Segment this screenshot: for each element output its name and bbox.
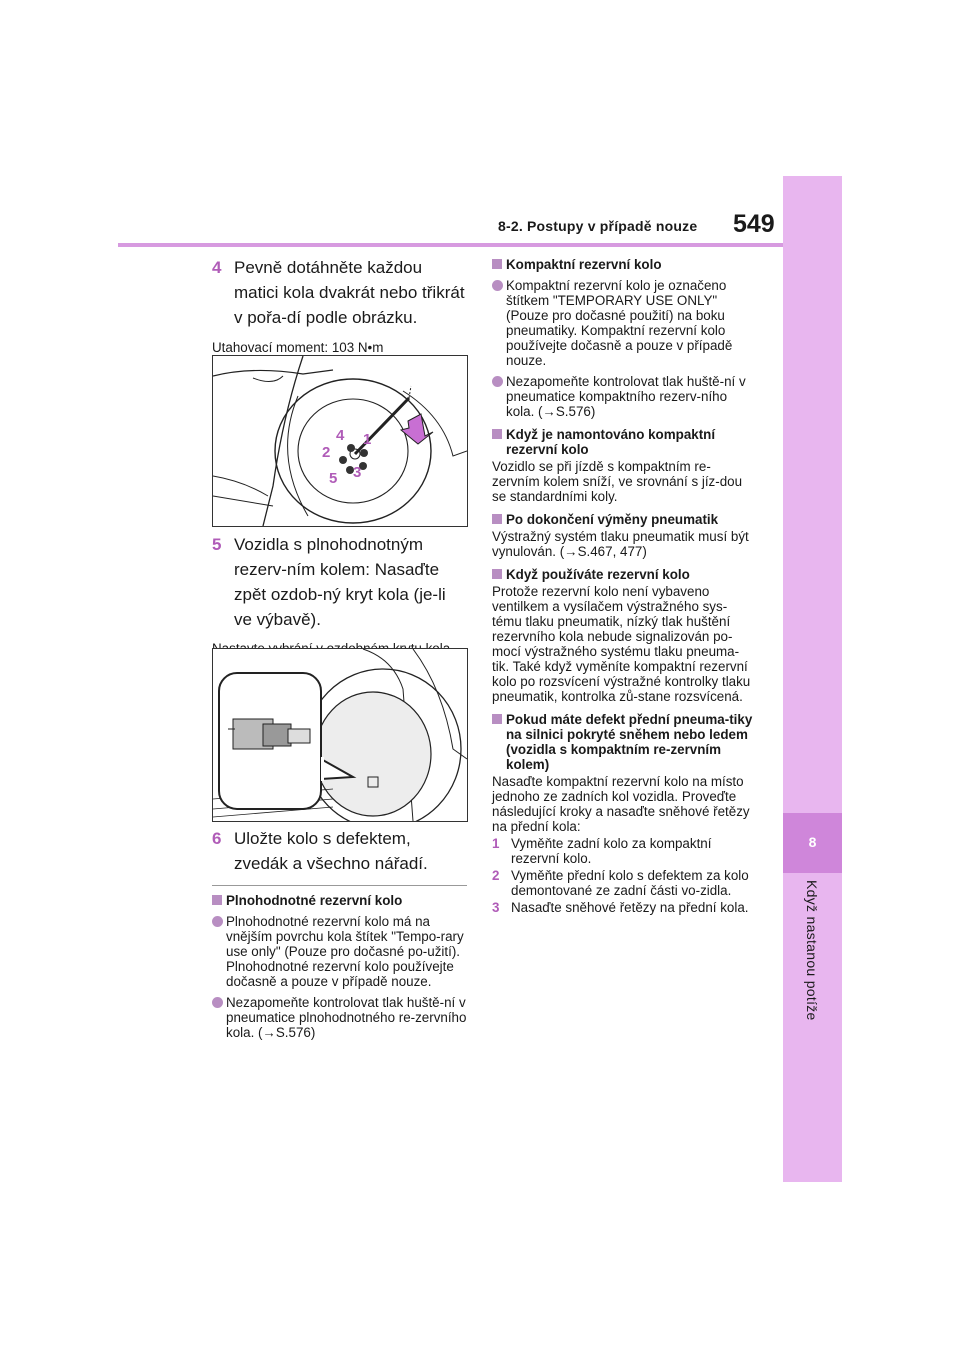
snow-step-number: 3 <box>492 900 500 915</box>
step-text: Vozidla s plnohodnotným rezerv-ním kolem: Nasaďte zpět ozdob-ný kryt kola (je-li ve výbavě). <box>234 535 446 629</box>
step-number: 5 <box>212 535 222 554</box>
nut-label-4: 4 <box>336 427 345 444</box>
right-column <box>492 257 754 915</box>
heading-compact-spare: Kompaktní rezervní kolo <box>492 257 754 272</box>
step-5 <box>212 532 467 632</box>
step-6 <box>212 826 467 876</box>
full-spare-note-2: Nezapomeňte kontrolovat tlak huště-ní v pneumatice plnohodnotného re-zervního kola. (→S.576) <box>212 995 468 1040</box>
snow-step-number: 2 <box>492 868 500 883</box>
left-column-step6 <box>212 826 467 876</box>
heading-mounted: Když je namontováno kompaktní rezervní kolo <box>492 427 754 457</box>
chapter-tab <box>783 176 842 1182</box>
nut-label-2: 2 <box>322 444 331 461</box>
left-notes <box>212 893 468 1040</box>
heading-using-spare: Když používáte rezervní kolo <box>492 567 754 582</box>
full-spare-note-1: Plnohodnotné rezervní kolo má na vnějším povrchu kola štítek "Tempo-rary use only" (Pouze pro dočasné po-užití). Plnohodnotné rezervní kolo používejte dočasně a pouze v případě nouze. <box>212 914 468 989</box>
chapter-label: Když nastanou potíže <box>804 880 820 1021</box>
step-number: 4 <box>212 258 222 277</box>
nut-label-5: 5 <box>329 470 338 487</box>
snow-step-text: Nasaďte sněhové řetězy na přední kola. <box>511 900 749 915</box>
snow-step-number: 1 <box>492 836 500 851</box>
nut-label-1: 1 <box>363 431 372 448</box>
heading-snow-ice: Pokud máte defekt přední pneuma-tiky na silnici pokryté sněhem nebo ledem (vozidla s kompaktním re-zervním kolem) <box>492 712 754 772</box>
snow-step-text: Vyměňte přední kolo s defektem za kolo demontované ze zadní části vo-zidla. <box>511 868 749 898</box>
snow-step-1 <box>492 836 754 866</box>
heading-after-change: Po dokončení výměny pneumatik <box>492 512 754 527</box>
compact-note-2: Nezapomeňte kontrolovat tlak huště-ní v pneumatice kompaktního rezerv-ního kola. (→S.576) <box>492 374 754 419</box>
step-text: Pevně dotáhněte každou matici kola dvakrát nebo třikrát v pořa-dí podle obrázku. <box>234 258 465 327</box>
header-rule <box>118 243 842 247</box>
compact-note-1: Kompaktní rezervní kolo je označeno štítkem "TEMPORARY USE ONLY" (Pouze pro dočasné použití) na boku pneumatiky. Kompaktní rezervní kolo používejte dočasně a pouze v případě nouze. <box>492 278 754 368</box>
step-text: Uložte kolo s defektem, zvedák a všechno nářadí. <box>234 829 428 873</box>
snow-step-2 <box>492 868 754 898</box>
chapter-number: 8 <box>808 834 817 850</box>
valve-illustration <box>213 649 467 821</box>
after-change-text: Výstražný systém tlaku pneumatik musí být vynulován. (→S.467, 477) <box>492 529 749 559</box>
page-number: 549 <box>733 210 775 238</box>
torque-note: Utahovací moment: 103 N•m <box>212 340 384 355</box>
snow-step-3 <box>492 900 754 915</box>
section-title: 8-2. Postupy v případě nouze <box>498 218 698 234</box>
step-4 <box>212 255 467 330</box>
nut-label-3: 3 <box>353 464 362 481</box>
figure-wheel-nut-order <box>212 355 468 527</box>
heading-full-spare: Plnohodnotné rezervní kolo <box>212 893 468 908</box>
snow-step-text: Vyměňte zadní kolo za kompaktní rezervní kolo. <box>511 836 712 866</box>
using-spare-text: Protože rezervní kolo není vybaveno ventilkem a vysílačem výstražného sys-tému tlaku pneumatik, nízký tlak huštění rezervního kola nebude signalizován po-mocí výstražného systému tlaku pneuma-tik. Také když vyměníte kompaktní rezervní kolo po rozsvícení výstražné kontrolky tlaku pneumatik, kontrolka zů-stane rozsvícená. <box>492 584 751 704</box>
mounted-text: Vozidlo se při jízdě s kompaktním re-zervním kolem sníží, ve srovnání s jíz-dou se standardními koly. <box>492 459 743 504</box>
snow-ice-text: Nasaďte kompaktní rezervní kolo na místo jednoho ze zadních kol vozidla. Proveďte následující kroky a nasaďte sněhové řetězy na přední kola: <box>492 774 750 834</box>
step-number: 6 <box>212 829 222 848</box>
figure-wheel-cover-valve <box>212 648 468 822</box>
left-column <box>212 255 467 355</box>
section-divider <box>212 885 467 886</box>
